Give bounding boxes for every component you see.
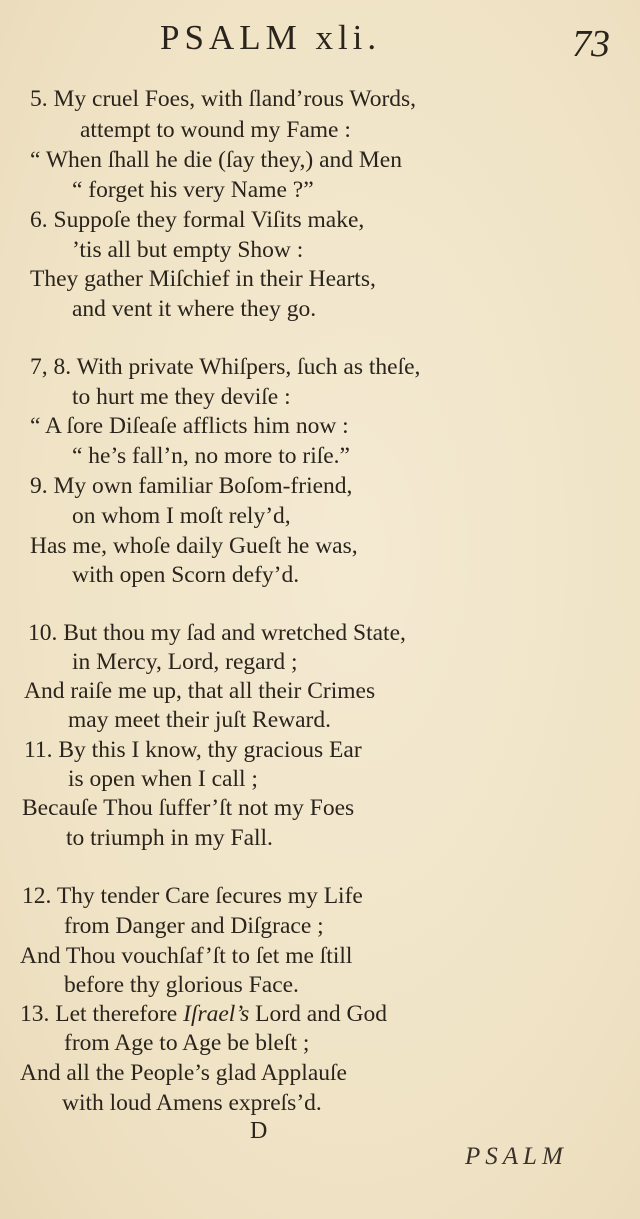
verse-line: in Mercy, Lord, regard ; [72,649,298,675]
verse-line: And raiſe me up, that all their Crimes [24,678,376,704]
verse-line: 5. My cruel Foes, with ſland’rous Words, [30,86,417,112]
verse-line: “ he’s fall’n, no more to riſe.” [72,443,350,469]
catchword: PSALM [465,1143,568,1170]
verse-line: on whom I moſt rely’d, [72,503,291,529]
verse-line [20,1001,387,1028]
verse-line: with loud Amens expreſs’d. [62,1090,322,1116]
verse-line: and vent it where they go. [72,296,317,322]
verse-line: ’tis all but empty Show : [72,237,304,263]
verse-line: And all the People’s glad Applauſe [20,1060,347,1086]
verse-line-end: Lord and God [255,1001,387,1027]
verse-line: They gather Miſchief in their Hearts, [30,266,376,292]
verse-line: to hurt me they deviſe : [72,384,291,410]
verse-line: 6. Suppoſe they formal Viſits make, [30,207,365,233]
page-number: 73 [572,23,610,65]
verse-line: is open when I call ; [68,766,258,792]
verse-line-start: 13. Let therefore [20,1001,178,1027]
verse-line: attempt to wound my Fame : [80,117,351,143]
verse-line: with open Scorn defy’d. [72,562,300,588]
verse-line: Becauſe Thou ſuffer’ſt not my Foes [22,795,355,821]
verse-line: from Age to Age be bleſt ; [64,1030,310,1056]
verse-line: 10. But thou my ſad and wretched State, [28,620,406,646]
verse-line: from Danger and Diſgrace ; [64,913,324,939]
italic-name: Iſrael’s [183,1001,250,1027]
verse-line: 7, 8. With private Whiſpers, ſuch as theſe, [30,354,421,380]
verse-line: Has me, whoſe daily Gueſt he was, [30,533,358,559]
verse-line: 11. By this I know, thy gracious Ear [24,737,362,763]
running-header: PSALM xli. [160,18,382,57]
verse-line: And Thou vouchſaf’ſt to ſet me ſtill [20,943,353,969]
verse-line: 9. My own familiar Boſom-friend, [30,473,353,499]
verse-line: may meet their juſt Reward. [68,707,331,733]
verse-line: “ forget his very Name ?” [72,177,314,203]
verse-line: 12. Thy tender Care ſecures my Life [22,883,363,909]
verse-line: before thy glorious Face. [64,972,299,998]
verse-line: “ When ſhall he die (ſay they,) and Men [30,147,402,173]
verse-line: to triumph in my Fall. [66,825,273,851]
verse-line: “ A ſore Diſeaſe afflicts him now : [30,413,349,439]
signature-mark: D [250,1118,268,1144]
